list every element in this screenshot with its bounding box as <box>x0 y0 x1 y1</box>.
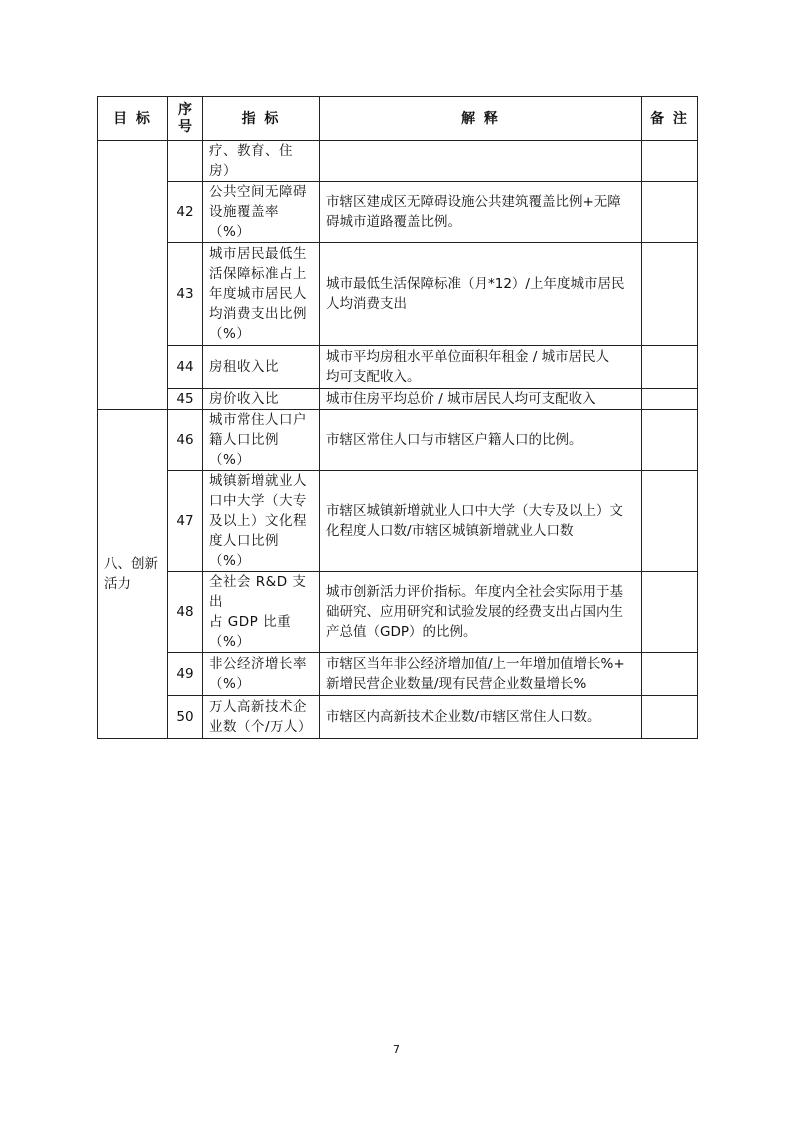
indicator-cell: 公共空间无障碍 设施覆盖率（%） <box>203 182 320 243</box>
explanation-cell: 市辖区当年非公经济增加值/上一年增加值增长%+ 新增民营企业数量/现有民营企业数量增长% <box>320 653 642 696</box>
explanation-cell: 市辖区城镇新增就业人口中大学（大专及以上）文 化程度人口数/市辖区城镇新增就业人口数 <box>320 471 642 572</box>
seq-cell: 48 <box>168 572 203 653</box>
explanation-cell: 市辖区建成区无障碍设施公共建筑覆盖比例+无障 碍城市道路覆盖比例。 <box>320 182 642 243</box>
explanation-cell: 市辖区常住人口与市辖区户籍人口的比例。 <box>320 410 642 471</box>
table-row-48 <box>98 572 698 653</box>
indicator-cell: 房价收入比 <box>203 389 320 410</box>
table-row-44 <box>98 346 698 389</box>
remark-cell <box>642 572 698 653</box>
table-row-47 <box>98 471 698 572</box>
table-row-49 <box>98 653 698 696</box>
explanation-cell: 城市创新活力评价指标。年度内全社会实际用于基 础研究、应用研究和试验发展的经费支出占国内生 产总值（GDP）的比例。 <box>320 572 642 653</box>
seq-cell: 43 <box>168 243 203 346</box>
table-row-42 <box>98 182 698 243</box>
remark-cell <box>642 653 698 696</box>
indicator-cell: 全社会 R&D 支出 占 GDP 比重（%） <box>203 572 320 653</box>
goal-cell-previous <box>98 141 168 410</box>
header-indicator: 指 标 <box>203 97 320 141</box>
goal-cell-innovation: 八、创新 活力 <box>98 410 168 739</box>
seq-cell: 49 <box>168 653 203 696</box>
remark-cell <box>642 243 698 346</box>
indicator-cell: 房租收入比 <box>203 346 320 389</box>
explanation-cell: 城市最低生活保障标准（月*12）/上年度城市居民 人均消费支出 <box>320 243 642 346</box>
indicator-cell: 城市居民最低生 活保障标准占上 年度城市居民人 均消费支出比例 （%） <box>203 243 320 346</box>
explanation-cell: 市辖区内高新技术企业数/市辖区常住人口数。 <box>320 696 642 739</box>
table-header-row <box>98 97 698 141</box>
header-explanation: 解 释 <box>320 97 642 141</box>
remark-cell <box>642 346 698 389</box>
remark-cell <box>642 696 698 739</box>
indicator-cell: 非公经济增长率 （%） <box>203 653 320 696</box>
seq-cell: 42 <box>168 182 203 243</box>
page-number: 7 <box>393 1043 400 1056</box>
seq-cell: 44 <box>168 346 203 389</box>
seq-cell: 50 <box>168 696 203 739</box>
indicator-cell: 城镇新增就业人 口中大学（大专 及以上）文化程 度人口比例（%） <box>203 471 320 572</box>
table-row-45 <box>98 389 698 410</box>
explanation-cell: 城市住房平均总价 / 城市居民人均可支配收入 <box>320 389 642 410</box>
remark-cell <box>642 471 698 572</box>
header-seq: 序 号 <box>168 97 203 141</box>
indicator-cell: 城市常住人口户 籍人口比例（%） <box>203 410 320 471</box>
seq-cell: 47 <box>168 471 203 572</box>
remark-cell <box>642 410 698 471</box>
remark-cell <box>642 389 698 410</box>
seq-cell-continued <box>168 141 203 182</box>
indicator-cell-continued: 疗、教育、住房） <box>203 141 320 182</box>
remark-cell-continued <box>642 141 698 182</box>
explanation-cell: 城市平均房租水平单位面积年租金 / 城市居民人 均可支配收入。 <box>320 346 642 389</box>
indicator-cell: 万人高新技术企 业数（个/万人） <box>203 696 320 739</box>
table-row-46 <box>98 410 698 471</box>
seq-cell: 45 <box>168 389 203 410</box>
explanation-cell-continued <box>320 141 642 182</box>
seq-cell: 46 <box>168 410 203 471</box>
table-row-continued <box>98 141 698 182</box>
remark-cell <box>642 182 698 243</box>
table-row-43 <box>98 243 698 346</box>
header-remark: 备 注 <box>642 97 698 141</box>
header-goal: 目 标 <box>98 97 168 141</box>
indicator-table <box>97 96 698 739</box>
table-row-50 <box>98 696 698 739</box>
